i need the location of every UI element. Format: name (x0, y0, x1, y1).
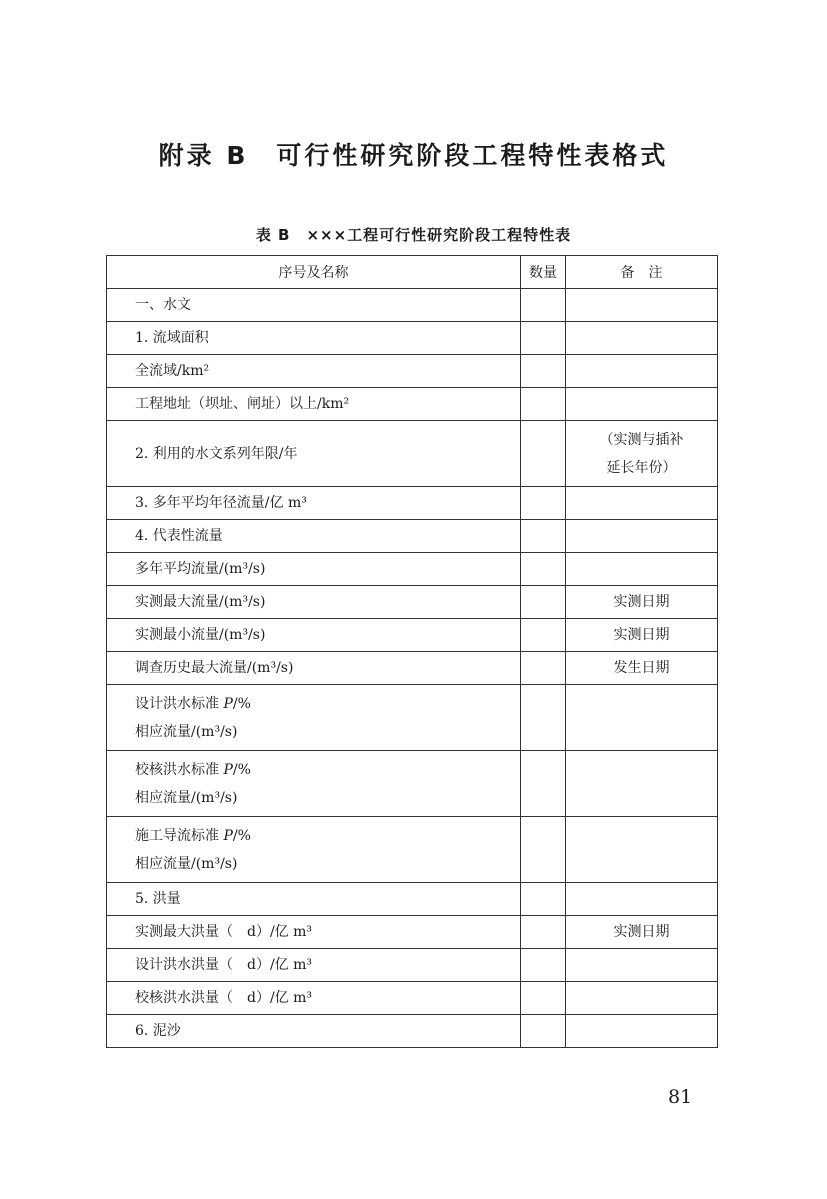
row-name: 设计洪水洪量（ d）/亿 m³ (107, 949, 521, 982)
row-quantity (521, 553, 566, 586)
table-row (107, 322, 718, 355)
row-quantity (521, 421, 566, 487)
row-note (566, 982, 718, 1015)
table-caption: 表 B ×××工程可行性研究阶段工程特性表 (255, 226, 572, 244)
row-name: 调查历史最大流量/(m³/s) (107, 652, 521, 685)
row-quantity (521, 817, 566, 883)
row-quantity (521, 355, 566, 388)
row-note (566, 685, 718, 751)
row-quantity (521, 982, 566, 1015)
table-row (107, 289, 718, 322)
row-quantity (521, 916, 566, 949)
header-name: 序号及名称 (107, 256, 521, 289)
row-name: 3. 多年平均年径流量/亿 m³ (107, 487, 521, 520)
table-row (107, 916, 718, 949)
row-note-line1: （实测与插补 (599, 431, 684, 448)
row-name: 校核洪水洪量（ d）/亿 m³ (107, 982, 521, 1015)
row-note (566, 817, 718, 883)
row-note (566, 883, 718, 916)
row-quantity (521, 949, 566, 982)
row-name-line2: 相应流量/(m³/s) (135, 723, 238, 740)
row-note (566, 388, 718, 421)
table-row (107, 1015, 718, 1048)
row-quantity (521, 685, 566, 751)
row-name-line2: 相应流量/(m³/s) (135, 789, 238, 806)
header-quantity: 数量 (521, 256, 566, 289)
row-note (566, 751, 718, 817)
row-quantity (521, 388, 566, 421)
row-note-line2: 延长年份） (606, 459, 677, 476)
row-name (107, 817, 521, 883)
table-row (107, 586, 718, 619)
row-name: 实测最大流量/(m³/s) (107, 586, 521, 619)
row-name-line1: 设计洪水标准 P/% (135, 695, 251, 712)
row-note (566, 1015, 718, 1048)
row-name-line2: 相应流量/(m³/s) (135, 855, 238, 872)
row-name-line1: 施工导流标准 P/% (135, 827, 251, 844)
row-note (566, 553, 718, 586)
row-name (107, 685, 521, 751)
row-name: 多年平均流量/(m³/s) (107, 553, 521, 586)
table-row (107, 949, 718, 982)
row-note: 发生日期 (566, 652, 718, 685)
row-name: 全流域/km² (107, 355, 521, 388)
table-row (107, 553, 718, 586)
header-remarks: 备 注 (566, 256, 718, 289)
row-note (566, 289, 718, 322)
table-row (107, 619, 718, 652)
page-number: 81 (668, 1086, 693, 1108)
table-row (107, 817, 718, 883)
row-note (566, 487, 718, 520)
row-quantity (521, 883, 566, 916)
row-name: 实测最大洪量（ d）/亿 m³ (107, 916, 521, 949)
characteristics-table (106, 255, 718, 1048)
row-name: 6. 泥沙 (107, 1015, 521, 1048)
row-quantity (521, 289, 566, 322)
row-name: 实测最小流量/(m³/s) (107, 619, 521, 652)
table-row (107, 421, 718, 487)
row-quantity (521, 586, 566, 619)
row-quantity (521, 1015, 566, 1048)
row-name: 2. 利用的水文系列年限/年 (107, 421, 521, 487)
row-name: 一、水文 (107, 289, 521, 322)
row-quantity (521, 322, 566, 355)
appendix-heading: 附录 B 可行性研究阶段工程特性表格式 (158, 141, 669, 170)
row-quantity (521, 487, 566, 520)
row-name: 1. 流域面积 (107, 322, 521, 355)
row-note: 实测日期 (566, 916, 718, 949)
table-header-row (107, 256, 718, 289)
table-row (107, 487, 718, 520)
row-note: 实测日期 (566, 619, 718, 652)
row-quantity (521, 652, 566, 685)
row-quantity (521, 751, 566, 817)
table-row (107, 883, 718, 916)
row-note (566, 520, 718, 553)
row-note (566, 949, 718, 982)
row-quantity (521, 520, 566, 553)
row-quantity (521, 619, 566, 652)
table-row (107, 388, 718, 421)
table-row (107, 685, 718, 751)
row-note (566, 421, 718, 487)
table-row (107, 982, 718, 1015)
table-row (107, 355, 718, 388)
row-name-line1: 校核洪水标准 P/% (135, 761, 251, 778)
row-note: 实测日期 (566, 586, 718, 619)
table-row (107, 652, 718, 685)
row-name: 4. 代表性流量 (107, 520, 521, 553)
row-name (107, 751, 521, 817)
row-note (566, 355, 718, 388)
row-note (566, 322, 718, 355)
row-name: 工程地址（坝址、闸址）以上/km² (107, 388, 521, 421)
table-row (107, 751, 718, 817)
row-name: 5. 洪量 (107, 883, 521, 916)
table-row (107, 520, 718, 553)
